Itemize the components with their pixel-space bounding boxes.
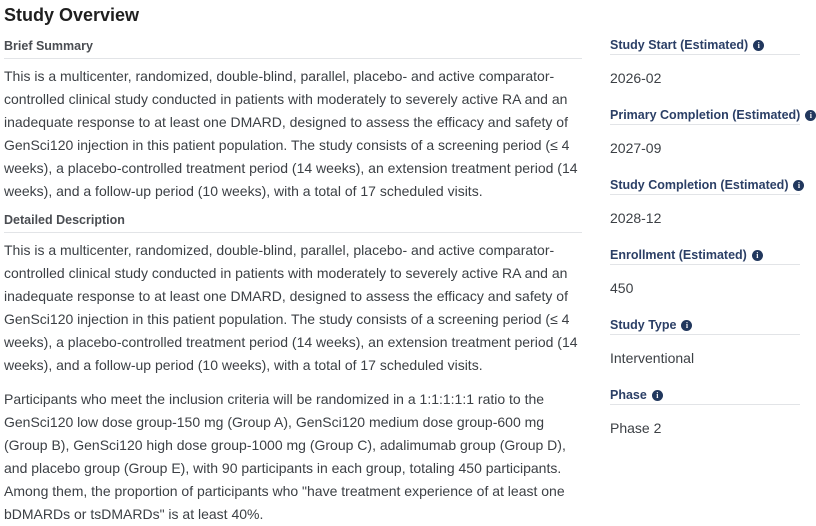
- field-phase: [610, 388, 800, 440]
- field-primary-completion: [610, 108, 812, 160]
- info-icon-glyph: i: [656, 391, 659, 400]
- field-label-text: Enrollment (Estimated): [610, 248, 747, 262]
- field-value: 2028-12: [610, 210, 662, 226]
- field-value: 450: [610, 280, 634, 296]
- field-label-text: Study Start (Estimated): [610, 38, 749, 52]
- info-icon[interactable]: [652, 390, 663, 401]
- detailed-description-paragraph: Participants who meet the inclusion criteria will be randomized in a 1:1:1:1:1 ratio to the GenSci120 low dose group-150 mg (Group A), GenSci120 medium dose group-600 mg (Group B), GenSci120 high dose group-1000 mg (Group C), adalimumab group (Group D), and placebo group (Group E), with 90 participants in each group, totaling 450 participants. Among them, the proportion of participants who "have treatment experience of at least one bDMARDs or tsDMARDs" is at least 40%.: [4, 391, 566, 522]
- detailed-description-heading: Detailed Description: [4, 213, 582, 233]
- main-content: [4, 5, 582, 526]
- field-label: [610, 388, 800, 405]
- field-study-start: [610, 38, 800, 90]
- field-value: 2027-09: [610, 140, 662, 156]
- field-label-text: Study Completion (Estimated): [610, 178, 789, 192]
- field-label: [610, 248, 800, 265]
- field-label-text: Phase: [610, 388, 647, 402]
- detailed-description-paragraph: This is a multicenter, randomized, double-blind, parallel, placebo- and active comparator-controlled clinical study conducted in patients with moderately to severely active RA and an inadequate response to at least one DMARD, designed to assess the efficacy and safety of GenSci120 injection in this patient population. The study consists of a screening period (≤ 4 weeks), a placebo-controlled treatment period (14 weeks), an extension treatment period (14 weeks), and a follow-up period (10 weeks), with a total of 17 scheduled visits.: [4, 242, 578, 373]
- info-icon-glyph: i: [757, 41, 760, 50]
- field-value: 2026-02: [610, 70, 662, 86]
- field-enrollment: [610, 248, 800, 300]
- info-icon[interactable]: [805, 110, 816, 121]
- brief-summary-section: [4, 39, 582, 203]
- info-icon-glyph: i: [685, 321, 689, 330]
- field-label: [610, 108, 812, 125]
- field-label-text: Study Type: [610, 318, 677, 332]
- brief-summary-text: This is a multicenter, randomized, double-blind, parallel, placebo- and active comparator-controlled clinical study conducted in patients with moderately to severely active RA and an inadequate response to at least one DMARD, designed to assess the efficacy and safety of GenSci120 injection in this patient population. The study consists of a screening period (≤ 4 weeks), a placebo-controlled treatment period (14 weeks), an extension treatment period (14 weeks), and a follow-up period (10 weeks), with a total of 17 scheduled visits.: [4, 68, 578, 199]
- info-icon-glyph: i: [756, 251, 759, 260]
- info-icon[interactable]: [681, 320, 692, 331]
- info-icon[interactable]: [753, 40, 764, 51]
- info-icon-glyph: i: [809, 111, 812, 120]
- info-icon[interactable]: [793, 180, 804, 191]
- info-icon[interactable]: [752, 250, 763, 261]
- brief-summary-heading: Brief Summary: [4, 39, 582, 59]
- page-title: Study Overview: [4, 5, 140, 25]
- field-value: Interventional: [610, 350, 695, 366]
- study-details-sidebar: [610, 5, 812, 526]
- info-icon-glyph: i: [797, 181, 801, 190]
- field-label: [610, 178, 800, 195]
- field-study-type: [610, 318, 800, 370]
- field-study-completion: [610, 178, 800, 230]
- field-label: [610, 38, 800, 55]
- field-value: Phase 2: [610, 420, 662, 436]
- detailed-description-section: [4, 213, 582, 526]
- field-label: [610, 318, 800, 335]
- field-label-text: Primary Completion (Estimated): [610, 108, 801, 122]
